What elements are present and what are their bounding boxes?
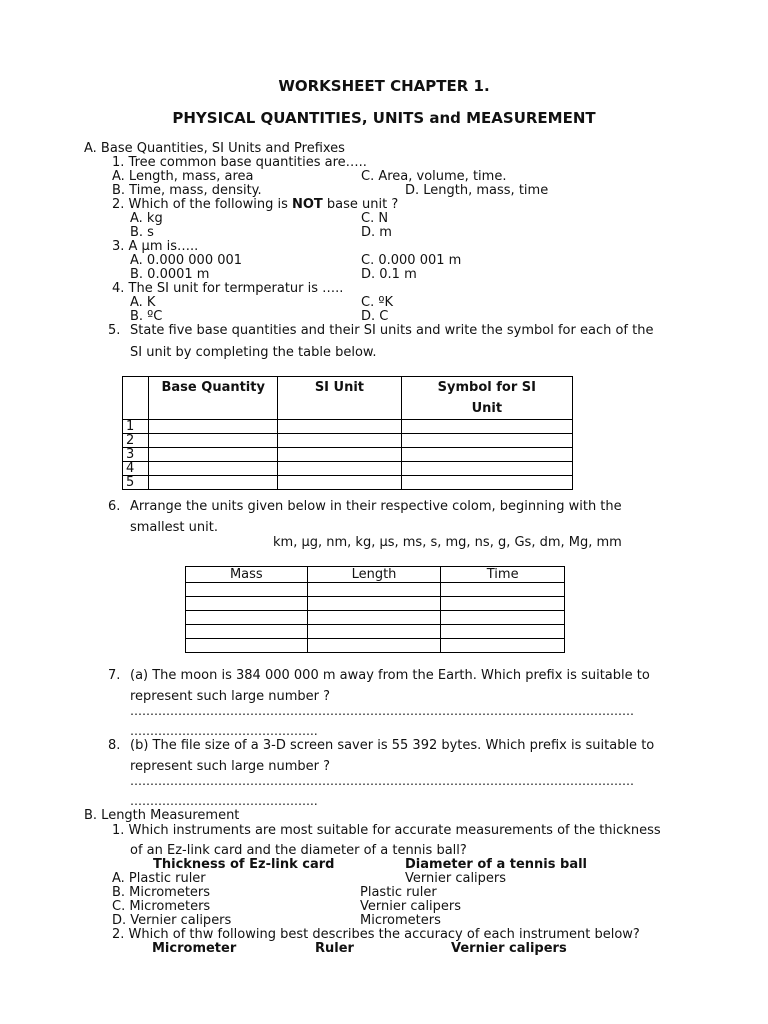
q6-line2: smallest unit. bbox=[130, 520, 218, 535]
b-q2-col-vernier: Vernier calipers bbox=[451, 941, 567, 956]
time-cell[interactable] bbox=[441, 611, 565, 625]
header-base-quantity: Base Quantity bbox=[149, 377, 278, 420]
q3-stem: 3. A µm is….. bbox=[112, 239, 199, 254]
si-unit-cell[interactable] bbox=[278, 462, 402, 476]
q8-answer-line-1[interactable]: ……………………………………………………………………………………………………………… bbox=[130, 774, 634, 788]
q4-option-c: C. ºK bbox=[361, 295, 393, 310]
section-a-heading: A. Base Quantities, SI Units and Prefixes bbox=[84, 141, 345, 156]
q8-line1: (b) The file size of a 3-D screen saver is 55 392 bytes. Which prefix is suitable to bbox=[130, 738, 655, 753]
time-cell[interactable] bbox=[441, 597, 565, 611]
q2-option-a: A. kg bbox=[130, 211, 163, 226]
header-time: Time bbox=[441, 567, 565, 583]
row-number: 3 bbox=[123, 448, 149, 462]
length-cell[interactable] bbox=[307, 639, 441, 653]
b-q1-option-d-right: Micrometers bbox=[360, 913, 441, 928]
base-quantity-cell[interactable] bbox=[149, 434, 278, 448]
b-q1-option-b: B. Micrometers bbox=[112, 885, 211, 900]
section-b-heading: B. Length Measurement bbox=[84, 808, 240, 823]
base-quantity-cell[interactable] bbox=[149, 420, 278, 434]
b-q1-option-d: D. Vernier calipers bbox=[112, 913, 232, 928]
worksheet-title: WORKSHEET CHAPTER 1. bbox=[278, 77, 490, 95]
row-number: 4 bbox=[123, 462, 149, 476]
si-unit-cell[interactable] bbox=[278, 448, 402, 462]
table-row bbox=[186, 625, 565, 639]
length-cell[interactable] bbox=[307, 583, 441, 597]
b-q2-col-ruler: Ruler bbox=[315, 941, 354, 956]
q1-option-d: D. Length, mass, time bbox=[405, 183, 549, 198]
chapter-title: PHYSICAL QUANTITIES, UNITS and MEASUREMENT bbox=[172, 109, 596, 127]
symbol-cell[interactable] bbox=[401, 434, 572, 448]
b-q1-col2-header: Diameter of a tennis ball bbox=[405, 857, 588, 872]
q5-line2: SI unit by completing the table below. bbox=[130, 345, 377, 360]
q6-line1: Arrange the units given below in their respective colom, beginning with the bbox=[130, 499, 622, 514]
q5-number: 5. bbox=[108, 323, 121, 338]
q7-answer-line-2[interactable]: ……………………………………….. bbox=[130, 724, 318, 738]
base-quantity-cell[interactable] bbox=[149, 462, 278, 476]
q8-answer-line-2[interactable]: ……………………………………….. bbox=[130, 794, 318, 808]
b-q2-col-micrometer: Micrometer bbox=[152, 941, 237, 956]
q4-option-a: A. K bbox=[130, 295, 156, 310]
mass-cell[interactable] bbox=[186, 639, 308, 653]
table-row bbox=[186, 639, 565, 653]
header-si-unit: SI Unit bbox=[278, 377, 402, 420]
si-unit-cell[interactable] bbox=[278, 420, 402, 434]
q1-option-a: A. Length, mass, area bbox=[112, 169, 254, 184]
q3-option-d: D. 0.1 m bbox=[361, 267, 417, 282]
b-q1-option-c: C. Micrometers bbox=[112, 899, 211, 914]
row-number: 2 bbox=[123, 434, 149, 448]
base-quantity-cell[interactable] bbox=[149, 448, 278, 462]
table-row bbox=[186, 597, 565, 611]
q3-option-b: B. 0.0001 m bbox=[130, 267, 210, 282]
q7-answer-line-1[interactable]: ……………………………………………………………………………………………………………… bbox=[130, 704, 634, 718]
q1-option-b: B. Time, mass, density. bbox=[112, 183, 262, 198]
symbol-cell[interactable] bbox=[401, 476, 572, 490]
b-q1-col1-header: Thickness of Ez-link card bbox=[153, 857, 335, 872]
b-q2-stem: 2. Which of thw following best describes the accuracy of each instrument below? bbox=[112, 927, 640, 942]
q2-stem bbox=[112, 197, 398, 212]
mass-cell[interactable] bbox=[186, 611, 308, 625]
q5-line1: State five base quantities and their SI units and write the symbol for each of the bbox=[130, 323, 654, 338]
q3-option-a: A. 0.000 000 001 bbox=[130, 253, 243, 268]
q2-stem-pre: 2. Which of the following is bbox=[112, 197, 292, 212]
table-row bbox=[123, 476, 573, 490]
si-unit-cell[interactable] bbox=[278, 434, 402, 448]
q1-option-c: C. Area, volume, time. bbox=[361, 169, 507, 184]
header-symbol: Symbol for SI Unit bbox=[401, 377, 572, 420]
b-q1-option-a: A. Plastic ruler bbox=[112, 871, 206, 886]
table-header-blank bbox=[123, 377, 149, 420]
si-unit-cell[interactable] bbox=[278, 476, 402, 490]
header-mass: Mass bbox=[186, 567, 308, 583]
q4-option-b: B. ºC bbox=[130, 309, 163, 324]
base-quantity-cell[interactable] bbox=[149, 476, 278, 490]
time-cell[interactable] bbox=[441, 625, 565, 639]
q2-option-c: C. N bbox=[361, 211, 389, 226]
q7-number: 7. bbox=[108, 668, 121, 683]
q4-option-d: D. C bbox=[361, 309, 389, 324]
table-row bbox=[123, 434, 573, 448]
time-cell[interactable] bbox=[441, 583, 565, 597]
q6-number: 6. bbox=[108, 499, 121, 514]
length-cell[interactable] bbox=[307, 611, 441, 625]
b-q1-line1: 1. Which instruments are most suitable for accurate measurements of the thickness bbox=[112, 823, 661, 838]
q6-unit-list: km, µg, nm, kg, µs, ms, s, mg, ns, g, Gs, dm, Mg, mm bbox=[273, 535, 622, 550]
row-number: 5 bbox=[123, 476, 149, 490]
q2-stem-post: base unit ? bbox=[322, 197, 399, 212]
table-row bbox=[186, 583, 565, 597]
symbol-cell[interactable] bbox=[401, 462, 572, 476]
table-row bbox=[123, 420, 573, 434]
table-row bbox=[186, 611, 565, 625]
table-header-row bbox=[123, 377, 573, 420]
b-q1-option-a-right: Vernier calipers bbox=[405, 871, 507, 886]
q2-option-b: B. s bbox=[130, 225, 154, 240]
q2-option-d: D. m bbox=[361, 225, 392, 240]
symbol-cell[interactable] bbox=[401, 420, 572, 434]
q8-line2: represent such large number ? bbox=[130, 759, 330, 774]
q3-option-c: C. 0.000 001 m bbox=[361, 253, 462, 268]
mass-cell[interactable] bbox=[186, 583, 308, 597]
b-q1-line2: of an Ez-link card and the diameter of a tennis ball? bbox=[130, 843, 467, 858]
header-length: Length bbox=[307, 567, 441, 583]
table-row bbox=[123, 448, 573, 462]
q7-line2: represent such large number ? bbox=[130, 689, 330, 704]
q1-stem: 1. Tree common base quantities are….. bbox=[112, 155, 367, 170]
symbol-cell[interactable] bbox=[401, 448, 572, 462]
q7-line1: (a) The moon is 384 000 000 m away from the Earth. Which prefix is suitable to bbox=[130, 668, 650, 683]
length-cell[interactable] bbox=[307, 625, 441, 639]
row-number: 1 bbox=[123, 420, 149, 434]
q8-number: 8. bbox=[108, 738, 121, 753]
table-row bbox=[123, 462, 573, 476]
q4-stem: 4. The SI unit for termperatur is ….. bbox=[112, 281, 344, 296]
mass-cell[interactable] bbox=[186, 597, 308, 611]
b-q1-option-b-right: Plastic ruler bbox=[360, 885, 437, 900]
unit-sort-table bbox=[185, 566, 565, 653]
time-cell[interactable] bbox=[441, 639, 565, 653]
length-cell[interactable] bbox=[307, 597, 441, 611]
base-quantity-table bbox=[122, 376, 573, 490]
b-q1-option-c-right: Vernier calipers bbox=[360, 899, 462, 914]
mass-cell[interactable] bbox=[186, 625, 308, 639]
table-header-row bbox=[186, 567, 565, 583]
q2-stem-bold: NOT bbox=[291, 197, 323, 212]
